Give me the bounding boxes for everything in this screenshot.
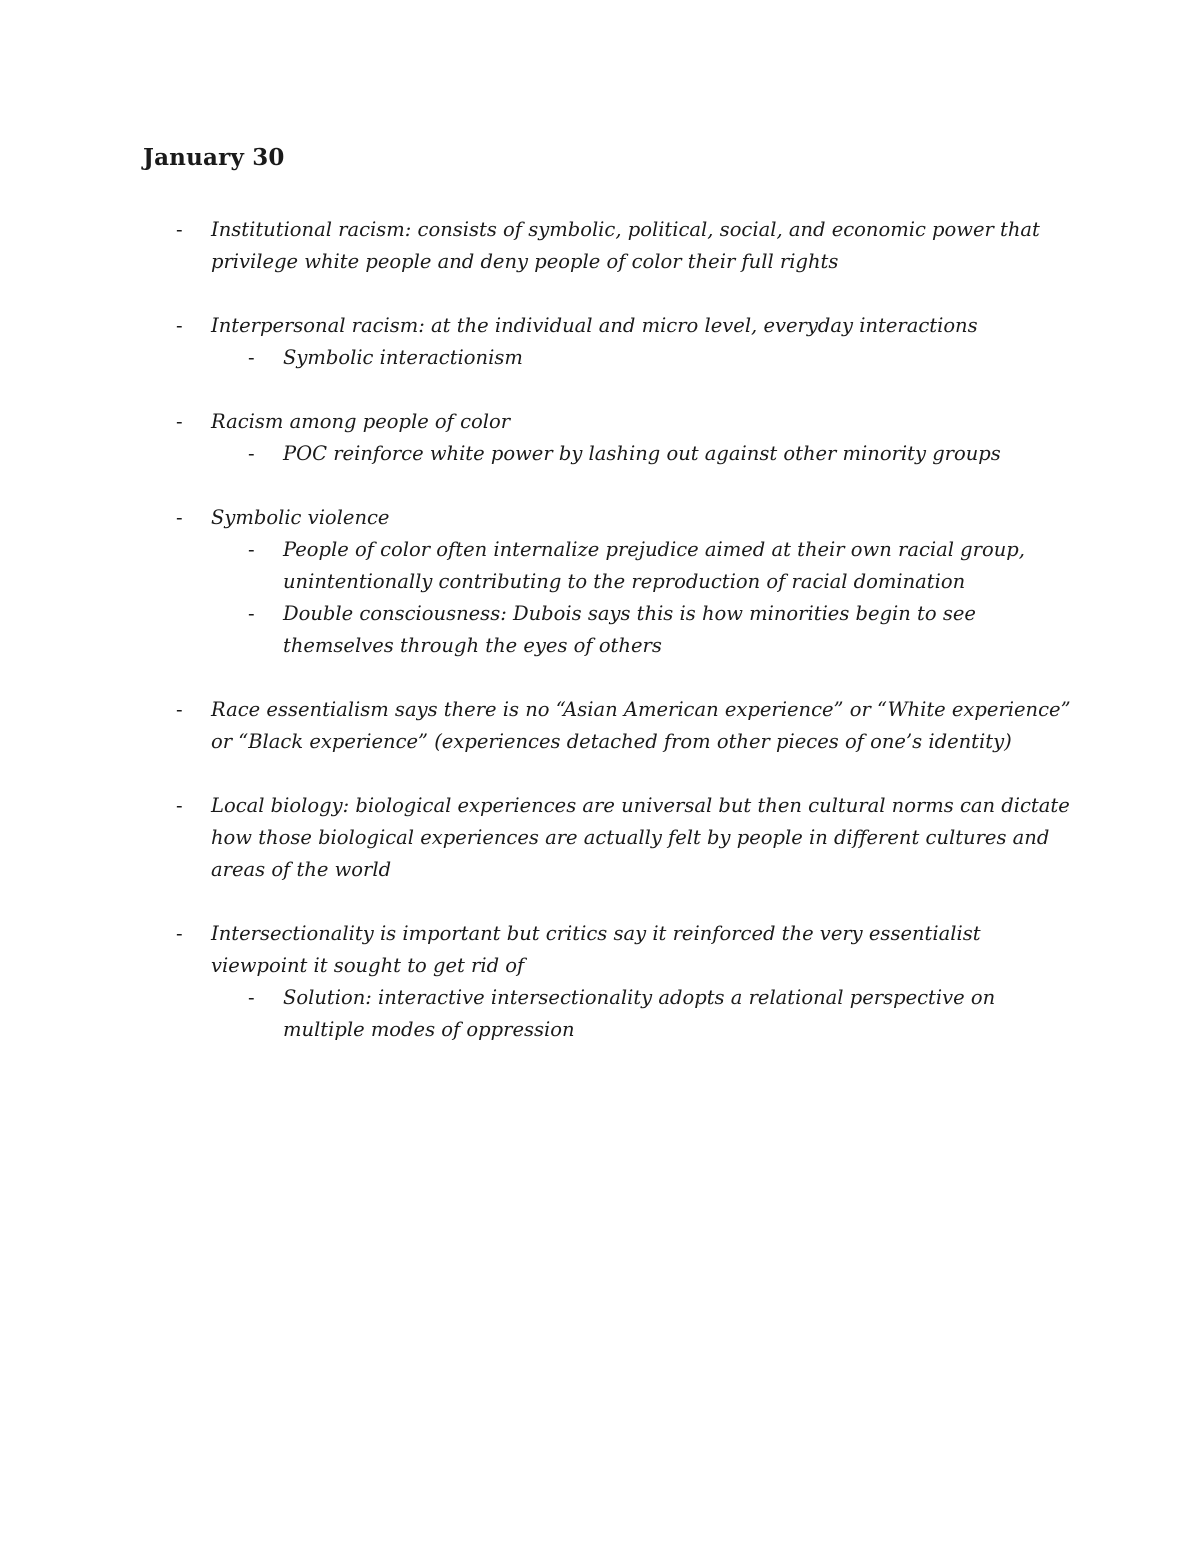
list-item	[0, 790, 1200, 886]
dash-bullet: -	[248, 986, 255, 1009]
dash-bullet: -	[248, 602, 255, 625]
sub-list-item-text: Symbolic interactionism	[283, 346, 523, 369]
list-item	[0, 214, 1200, 278]
dash-bullet: -	[248, 346, 255, 369]
list-item-text: Race essentialism says there is no “Asian American experience” or “White experience” or “Black experience” (experiences detached from other pieces of one’s identity)	[211, 698, 1071, 753]
list-item-text: Racism among people of color	[211, 410, 511, 433]
sub-list-item	[0, 342, 1200, 374]
sub-list-item	[0, 598, 1200, 662]
dash-bullet: -	[176, 506, 183, 529]
sub-list-item	[0, 534, 1200, 598]
dash-bullet: -	[248, 538, 255, 561]
list-item	[0, 694, 1200, 758]
notes-list	[0, 214, 1200, 1046]
sub-list-item-text: POC reinforce white power by lashing out against other minority groups	[283, 442, 1001, 465]
list-item-text: Institutional racism: consists of symbolic, political, social, and economic power that privilege white people and deny people of color their full rights	[211, 218, 1040, 273]
dash-bullet: -	[176, 922, 183, 945]
list-item	[0, 918, 1200, 982]
list-item-text: Interpersonal racism: at the individual and micro level, everyday interactions	[211, 314, 978, 337]
page-title: January 30	[143, 144, 285, 171]
sub-list-item-text: Solution: interactive intersectionality adopts a relational perspective on multiple modes of oppression	[283, 986, 996, 1041]
list-item-text: Intersectionality is important but critics say it reinforced the very essentialist viewpoint it sought to get rid of	[211, 922, 981, 977]
dash-bullet: -	[176, 698, 183, 721]
sub-list-item	[0, 982, 1200, 1046]
list-item-text: Local biology: biological experiences are universal but then cultural norms can dictate how those biological experiences are actually felt by people in different cultures and areas of the world	[211, 794, 1070, 881]
list-item-text: Symbolic violence	[211, 506, 390, 529]
dash-bullet: -	[176, 410, 183, 433]
list-item	[0, 502, 1200, 534]
dash-bullet: -	[248, 442, 255, 465]
dash-bullet: -	[176, 218, 183, 241]
dash-bullet: -	[176, 794, 183, 817]
sub-list-item	[0, 438, 1200, 470]
list-item	[0, 310, 1200, 342]
sub-list-item-text: People of color often internalize prejudice aimed at their own racial group, unintentionally contributing to the reproduction of racial domination	[283, 538, 1025, 593]
sub-list-item-text: Double consciousness: Dubois says this is how minorities begin to see themselves through the eyes of others	[283, 602, 976, 657]
dash-bullet: -	[176, 314, 183, 337]
list-item	[0, 406, 1200, 438]
